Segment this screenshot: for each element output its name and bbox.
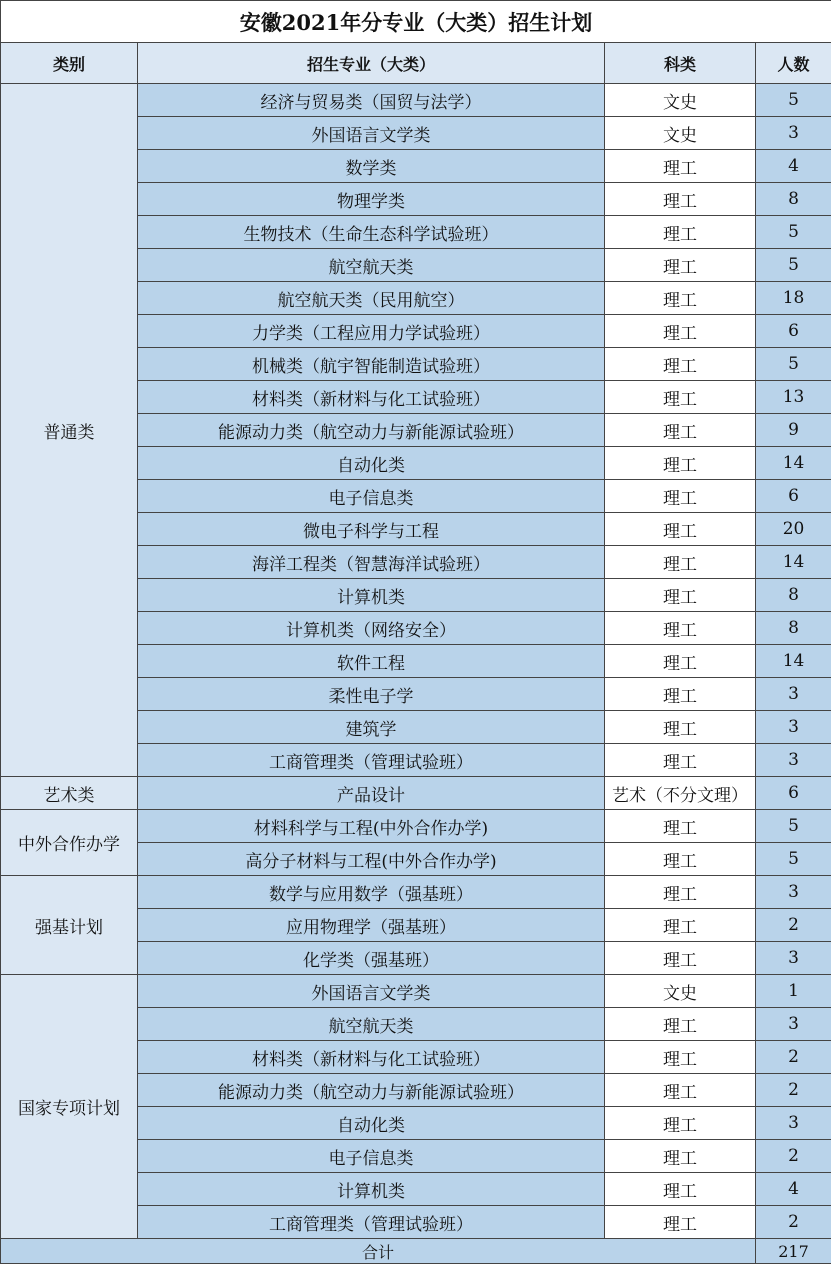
table-row [1, 84, 831, 117]
count-cell: 2 [756, 1074, 831, 1107]
subject-cell: 理工 [605, 480, 756, 513]
subject-cell: 理工 [605, 150, 756, 183]
subject-cell: 理工 [605, 612, 756, 645]
major-cell: 软件工程 [138, 645, 605, 678]
count-cell: 3 [756, 711, 831, 744]
subject-cell: 理工 [605, 381, 756, 414]
major-cell: 建筑学 [138, 711, 605, 744]
major-cell: 自动化类 [138, 447, 605, 480]
count-cell: 5 [756, 216, 831, 249]
major-cell: 力学类（工程应用力学试验班） [138, 315, 605, 348]
table-body [1, 1, 831, 1264]
major-cell: 计算机类 [138, 579, 605, 612]
count-cell: 13 [756, 381, 831, 414]
total-value: 217 [756, 1239, 831, 1264]
major-cell: 应用物理学（强基班） [138, 909, 605, 942]
count-cell: 6 [756, 315, 831, 348]
subject-cell: 理工 [605, 546, 756, 579]
subject-cell: 理工 [605, 1074, 756, 1107]
count-cell: 5 [756, 249, 831, 282]
major-cell: 材料类（新材料与化工试验班） [138, 381, 605, 414]
total-row [1, 1239, 831, 1264]
count-cell: 3 [756, 744, 831, 777]
subject-cell: 理工 [605, 942, 756, 975]
subject-cell: 理工 [605, 909, 756, 942]
category-cell: 国家专项计划 [1, 975, 138, 1239]
subject-cell: 理工 [605, 744, 756, 777]
subject-cell: 理工 [605, 447, 756, 480]
subject-cell: 理工 [605, 513, 756, 546]
count-cell: 8 [756, 579, 831, 612]
count-cell: 5 [756, 348, 831, 381]
count-cell: 5 [756, 810, 831, 843]
major-cell: 工商管理类（管理试验班） [138, 1206, 605, 1239]
subject-cell: 理工 [605, 1206, 756, 1239]
major-cell: 生物技术（生命生态科学试验班） [138, 216, 605, 249]
major-cell: 能源动力类（航空动力与新能源试验班） [138, 1074, 605, 1107]
subject-cell: 理工 [605, 1173, 756, 1206]
major-cell: 微电子科学与工程 [138, 513, 605, 546]
subject-cell: 文史 [605, 117, 756, 150]
count-cell: 3 [756, 1008, 831, 1041]
count-cell: 2 [756, 1041, 831, 1074]
major-cell: 电子信息类 [138, 480, 605, 513]
count-cell: 14 [756, 447, 831, 480]
subject-cell: 理工 [605, 579, 756, 612]
header-category: 类别 [1, 43, 138, 84]
count-cell: 2 [756, 909, 831, 942]
subject-cell: 理工 [605, 876, 756, 909]
subject-cell: 理工 [605, 843, 756, 876]
major-cell: 柔性电子学 [138, 678, 605, 711]
count-cell: 5 [756, 84, 831, 117]
count-cell: 14 [756, 546, 831, 579]
header-subject: 科类 [605, 43, 756, 84]
header-count: 人数 [756, 43, 831, 84]
major-cell: 外国语言文学类 [138, 117, 605, 150]
subject-cell: 文史 [605, 975, 756, 1008]
subject-cell: 理工 [605, 414, 756, 447]
count-cell: 6 [756, 480, 831, 513]
count-cell: 2 [756, 1206, 831, 1239]
count-cell: 18 [756, 282, 831, 315]
major-cell: 自动化类 [138, 1107, 605, 1140]
count-cell: 3 [756, 678, 831, 711]
major-cell: 经济与贸易类（国贸与法学） [138, 84, 605, 117]
count-cell: 3 [756, 1107, 831, 1140]
table-row [1, 810, 831, 843]
count-cell: 14 [756, 645, 831, 678]
table-row [1, 975, 831, 1008]
major-cell: 工商管理类（管理试验班） [138, 744, 605, 777]
major-cell: 电子信息类 [138, 1140, 605, 1173]
subject-cell: 理工 [605, 249, 756, 282]
count-cell: 6 [756, 777, 831, 810]
count-cell: 2 [756, 1140, 831, 1173]
subject-cell: 理工 [605, 183, 756, 216]
major-cell: 材料类（新材料与化工试验班） [138, 1041, 605, 1074]
major-cell: 航空航天类（民用航空） [138, 282, 605, 315]
major-cell: 物理学类 [138, 183, 605, 216]
subject-cell: 艺术（不分文理） [605, 777, 756, 810]
major-cell: 数学与应用数学（强基班） [138, 876, 605, 909]
total-label: 合计 [1, 1239, 756, 1264]
count-cell: 1 [756, 975, 831, 1008]
count-cell: 3 [756, 942, 831, 975]
subject-cell: 理工 [605, 810, 756, 843]
subject-cell: 理工 [605, 1008, 756, 1041]
count-cell: 4 [756, 150, 831, 183]
table-row [1, 777, 831, 810]
header-row [1, 43, 831, 84]
count-cell: 20 [756, 513, 831, 546]
category-cell: 中外合作办学 [1, 810, 138, 876]
category-cell: 强基计划 [1, 876, 138, 975]
subject-cell: 理工 [605, 348, 756, 381]
major-cell: 数学类 [138, 150, 605, 183]
count-cell: 8 [756, 612, 831, 645]
major-cell: 计算机类 [138, 1173, 605, 1206]
major-cell: 产品设计 [138, 777, 605, 810]
subject-cell: 理工 [605, 282, 756, 315]
subject-cell: 理工 [605, 315, 756, 348]
count-cell: 5 [756, 843, 831, 876]
major-cell: 外国语言文学类 [138, 975, 605, 1008]
subject-cell: 理工 [605, 678, 756, 711]
major-cell: 化学类（强基班） [138, 942, 605, 975]
major-cell: 机械类（航宇智能制造试验班） [138, 348, 605, 381]
table-row [1, 876, 831, 909]
major-cell: 航空航天类 [138, 249, 605, 282]
header-major: 招生专业（大类） [138, 43, 605, 84]
count-cell: 9 [756, 414, 831, 447]
count-cell: 3 [756, 876, 831, 909]
category-cell: 艺术类 [1, 777, 138, 810]
count-cell: 3 [756, 117, 831, 150]
major-cell: 材料科学与工程(中外合作办学) [138, 810, 605, 843]
category-cell: 普通类 [1, 84, 138, 777]
subject-cell: 理工 [605, 645, 756, 678]
major-cell: 能源动力类（航空动力与新能源试验班） [138, 414, 605, 447]
subject-cell: 理工 [605, 1107, 756, 1140]
subject-cell: 理工 [605, 711, 756, 744]
subject-cell: 理工 [605, 1041, 756, 1074]
table-title: 安徽2021年分专业（大类）招生计划 [1, 1, 831, 43]
major-cell: 航空航天类 [138, 1008, 605, 1041]
subject-cell: 文史 [605, 84, 756, 117]
major-cell: 高分子材料与工程(中外合作办学) [138, 843, 605, 876]
count-cell: 4 [756, 1173, 831, 1206]
subject-cell: 理工 [605, 1140, 756, 1173]
title-row [1, 1, 831, 43]
major-cell: 计算机类（网络安全） [138, 612, 605, 645]
major-cell: 海洋工程类（智慧海洋试验班） [138, 546, 605, 579]
subject-cell: 理工 [605, 216, 756, 249]
count-cell: 8 [756, 183, 831, 216]
